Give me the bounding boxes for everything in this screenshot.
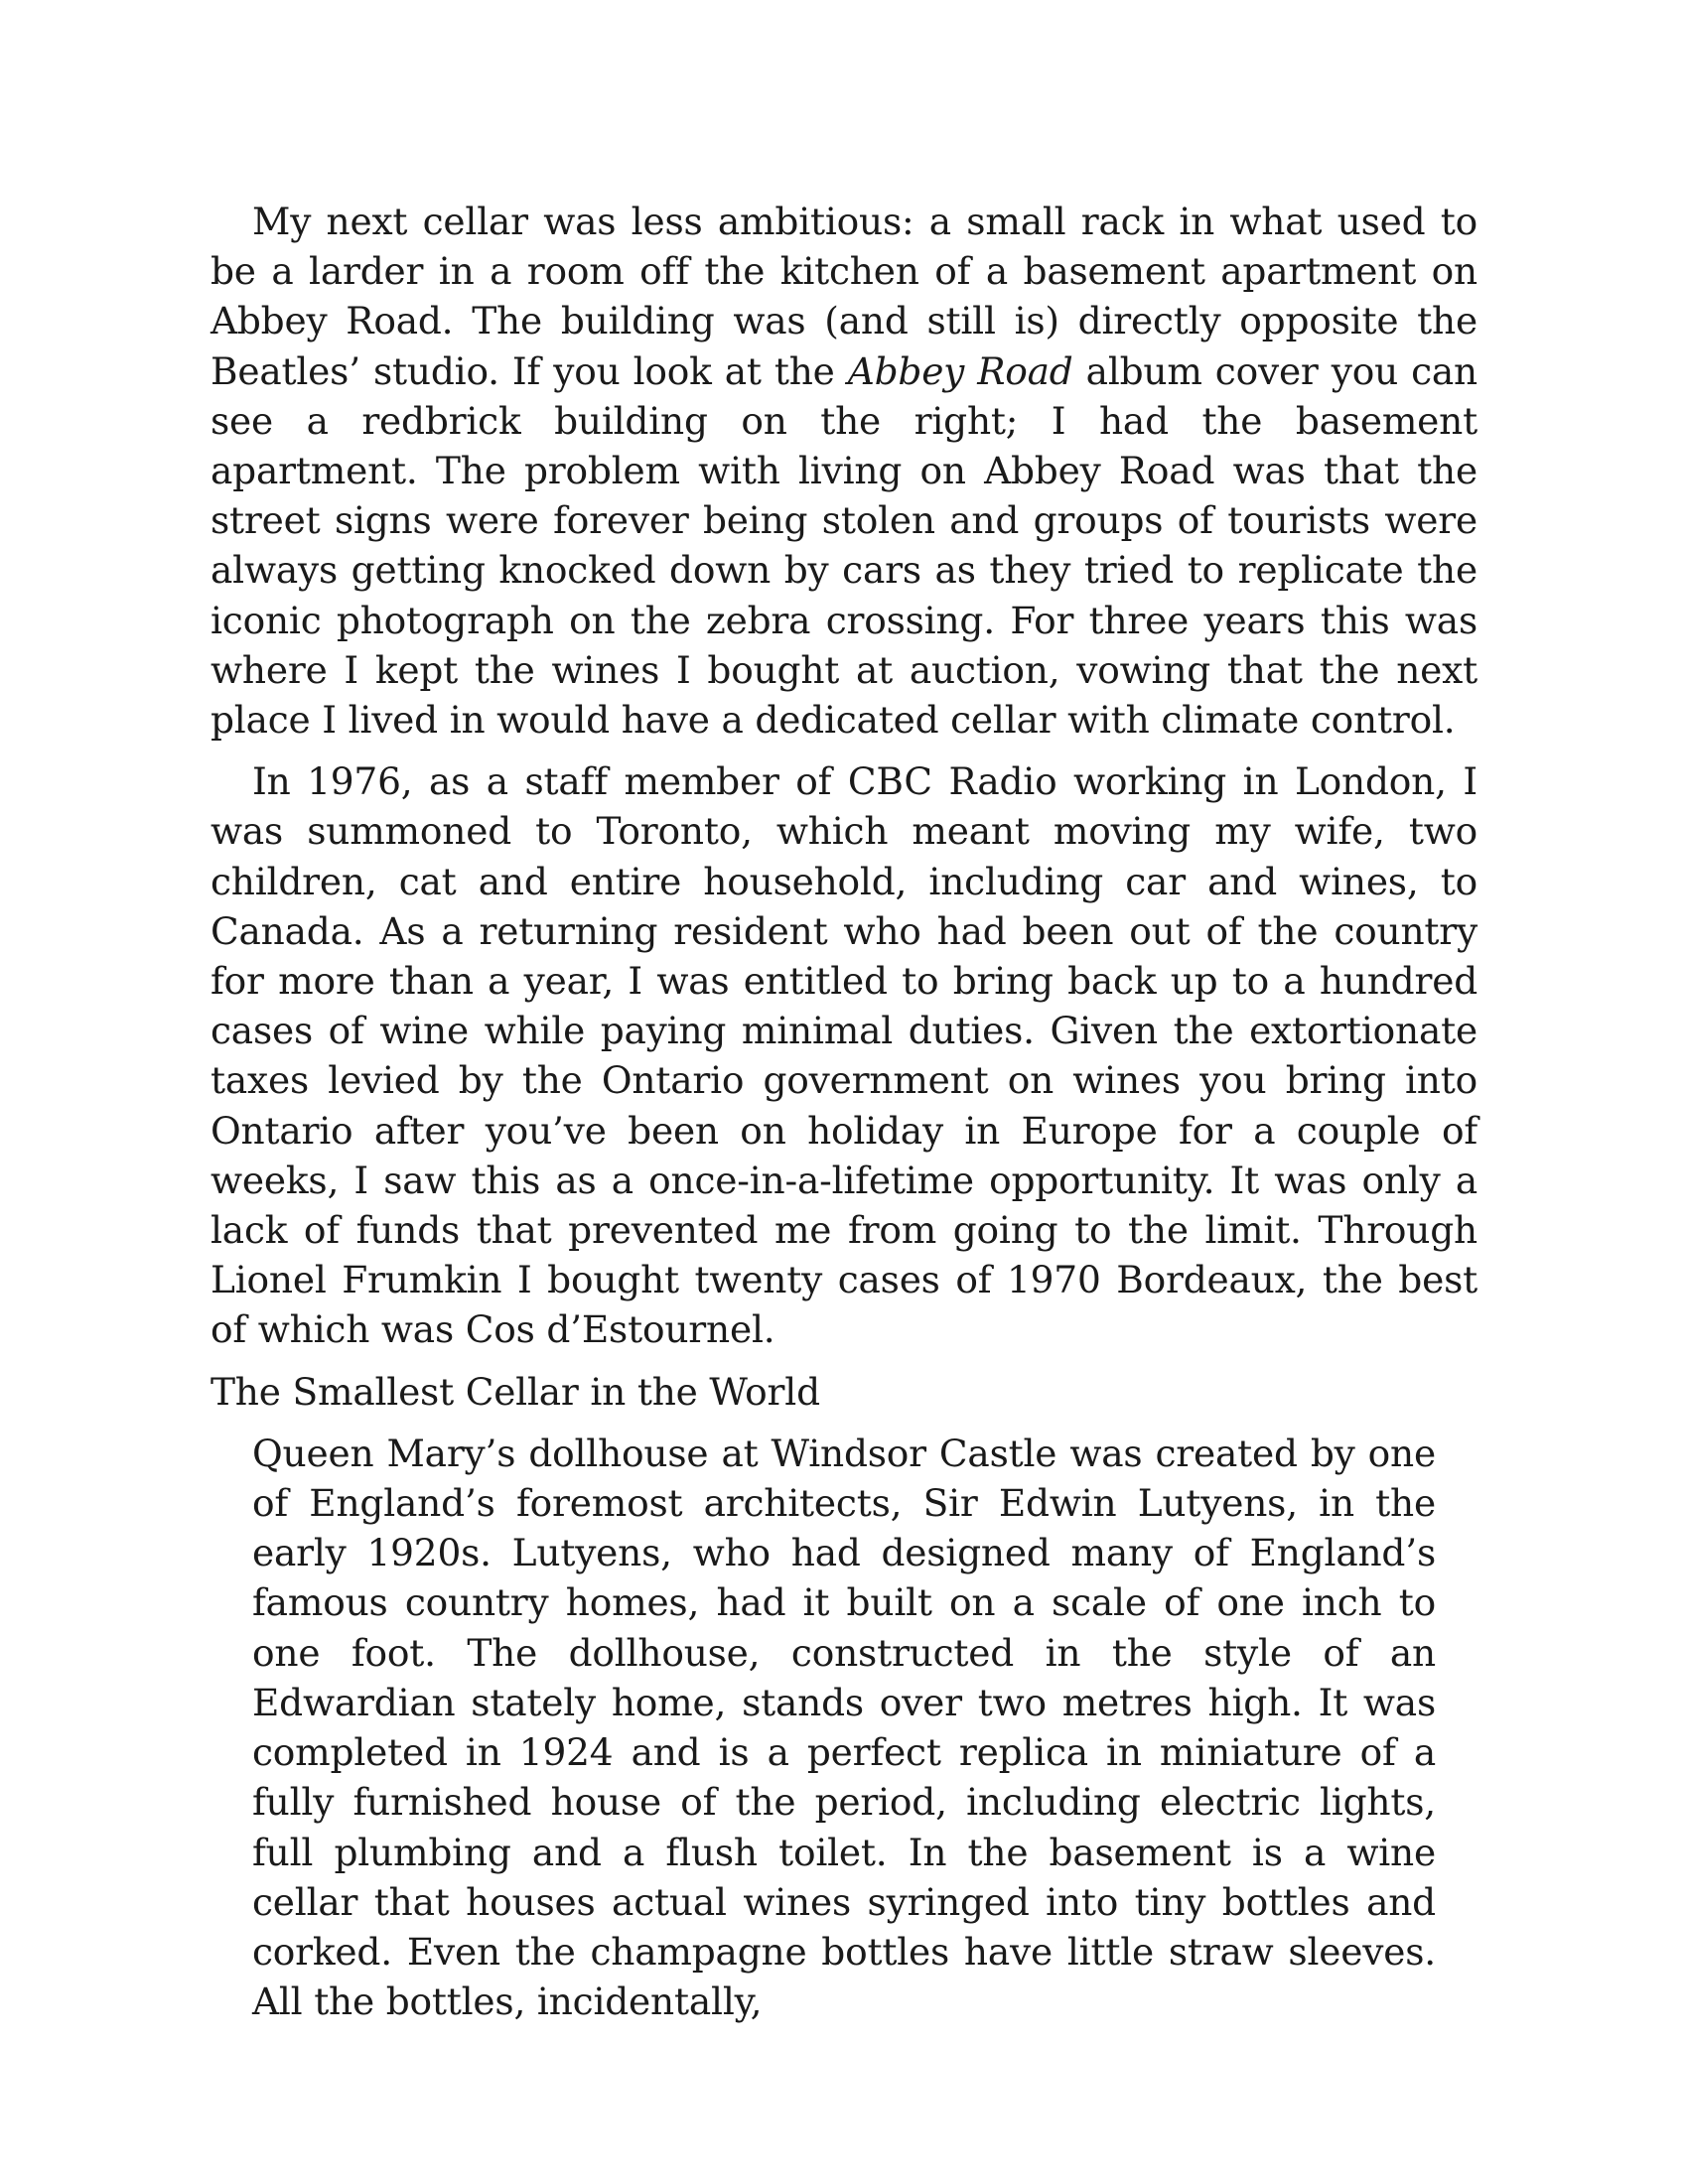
paragraph-abbey-road-text-end: album cover you can see a redbrick building on the right; I had the basement apartment. The problem with living on Abbey Road was that the street signs were forever being stolen and groups of tourists were always getting knocked down by cars as they tried to replicate the iconic photograph on the zebra crossing. For three years this was where I kept the wines I bought at auction, vowing that the next place I lived in would have a dedicated cellar with climate control. — [211, 348, 1477, 743]
sidebar-dollhouse-text: Queen Mary’s dollhouse at Windsor Castle was created by one of England’s foremost architects, Sir Edwin Lutyens, in the early 1920s. Lutyens, who had designed many of England’s famous country homes, had it built on a scale of one inch to one foot. The dollhouse, constructed in the style of an Edwardian stately home, stands over two metres high. It was completed in 1924 and is a perfect replica in miniature of a fully furnished house of the period, including electric lights, full plumbing and a flush toilet. In the basement is a wine cellar that houses actual wines syringed into tiny bottles and corked. Even the champagne bottles have little straw sleeves. All the bottles, incidentally, — [252, 1431, 1436, 2024]
section-heading: The Smallest Cellar in the World — [211, 1369, 820, 1414]
paragraph-toronto-move: In 1976, as a staff member of CBC Radio working in London, I was summoned to Toronto, which meant moving my wife, two children, cat and entire household, including car and wines, to Canada. As a returning resident who had been out of the country for more than a year, I was entitled to bring back up to a hundred cases of wine while paying minimal duties. Given the extortionate taxes levied by the Ontario government on wines you bring into Ontario after you’ve been on holiday in Europe for a couple of weeks, I saw this as a once-in-a-lifetime opportunity. It was only a lack of funds that prevented me from going to the limit. Through Lionel Frumkin I bought twenty cases of 1970 Bordeaux, the best of which was Cos d’Estournel. — [211, 759, 1477, 1352]
paragraph-abbey-road — [211, 197, 1477, 745]
album-title: Abbey Road — [847, 348, 1073, 393]
paragraph-abbey-road-text-start: My next cellar was less ambitious: a small rack in what used to be a larder in a room off the kitchen of a basement apartment on Abbey Road. The building was (and still is) directly opposite the Beatles’ studio. If you look at the — [211, 200, 1477, 393]
page-body — [211, 197, 1477, 2026]
